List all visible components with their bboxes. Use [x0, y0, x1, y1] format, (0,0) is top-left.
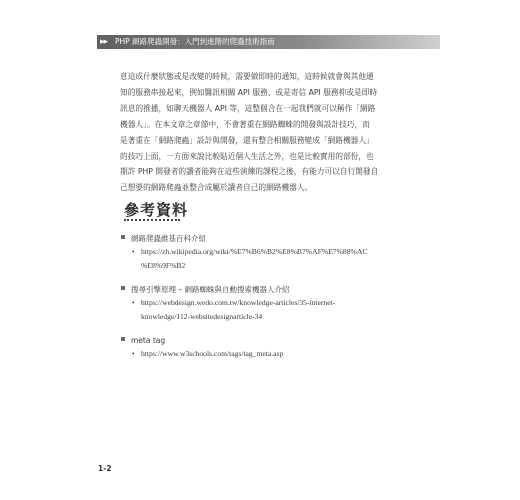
url-line[interactable]: %E8%9F%B2: [141, 261, 186, 270]
body-line: 期許 PHP 開發者的讀者能夠在這些演練的課程之後，有能力可以自行開發自: [120, 167, 379, 177]
reference-title: meta tag: [131, 336, 166, 345]
reference-title: 網路爬蟲維基百科介紹: [131, 234, 206, 243]
double-arrow-icon: ▸▸: [100, 37, 108, 47]
reference-url[interactable]: [131, 296, 451, 324]
body-paragraph: [120, 69, 445, 196]
url-line[interactable]: https://webdesign.wedo.com.tw/knowledge-articles/35-internet-: [141, 298, 336, 307]
body-line: 己想要的網路爬蟲並整合成屬於讀者自己的網路機器人。: [120, 183, 313, 193]
reference-url[interactable]: [131, 245, 451, 273]
url-line[interactable]: knowledge/112-websitedesignarticle-34: [141, 312, 263, 321]
body-line: 的技巧上面，一方面來說比較貼近個人生活之外，也是比較實用的部份，也: [120, 151, 374, 161]
body-line: 息這成什麼狀態或是改變的時候，需要做即時的通知，這時候就會與其他通: [120, 72, 374, 81]
bullet-dot-icon: •: [132, 350, 135, 358]
bullet-dot-icon: •: [132, 248, 135, 256]
section-title: 參考資料: [124, 201, 189, 219]
body-line: 知的服務串接起來，例如醫訊相關 API 服務、或是寄信 API 服務抑或是即時: [120, 87, 378, 97]
bullet-dot-icon: •: [132, 299, 135, 307]
body-line: 訊息的推播，如聊天機器人 API 等，這整個合在一起我們就可以稱作「網路: [120, 103, 376, 113]
reference-list: [121, 232, 451, 371]
running-header-title: PHP 網路爬蟲開發：入門到進階的爬蟲技術指南: [115, 37, 275, 46]
square-bullet-icon: [121, 235, 125, 239]
reference-item: [121, 334, 451, 361]
body-line: 是著重在「網路爬蟲」設計與開發，還有整合相關服務變成「網路機器人」: [120, 135, 374, 145]
page-number: 1-2: [98, 464, 112, 473]
url-line[interactable]: https://zh.wikipedia.org/wiki/%E7%B6%B2%E8%B7%AF%E7%88%AC: [141, 247, 368, 256]
reference-item: [121, 283, 451, 324]
reference-title: 搜尋引擎原理 – 網路蜘蛛與自動搜索機器人介紹: [131, 285, 290, 294]
square-bullet-icon: [121, 286, 125, 290]
reference-item: [121, 232, 451, 273]
body-line: 機器人」。在本文章之章節中，不會著重在網路蜘蛛的開發與設計技巧，而: [120, 119, 370, 129]
square-bullet-icon: [121, 337, 125, 341]
reference-url[interactable]: [131, 347, 451, 361]
url-line[interactable]: https://www.w3schools.com/tags/tag_meta.asp: [141, 349, 284, 358]
section-title-underline: [124, 219, 180, 221]
